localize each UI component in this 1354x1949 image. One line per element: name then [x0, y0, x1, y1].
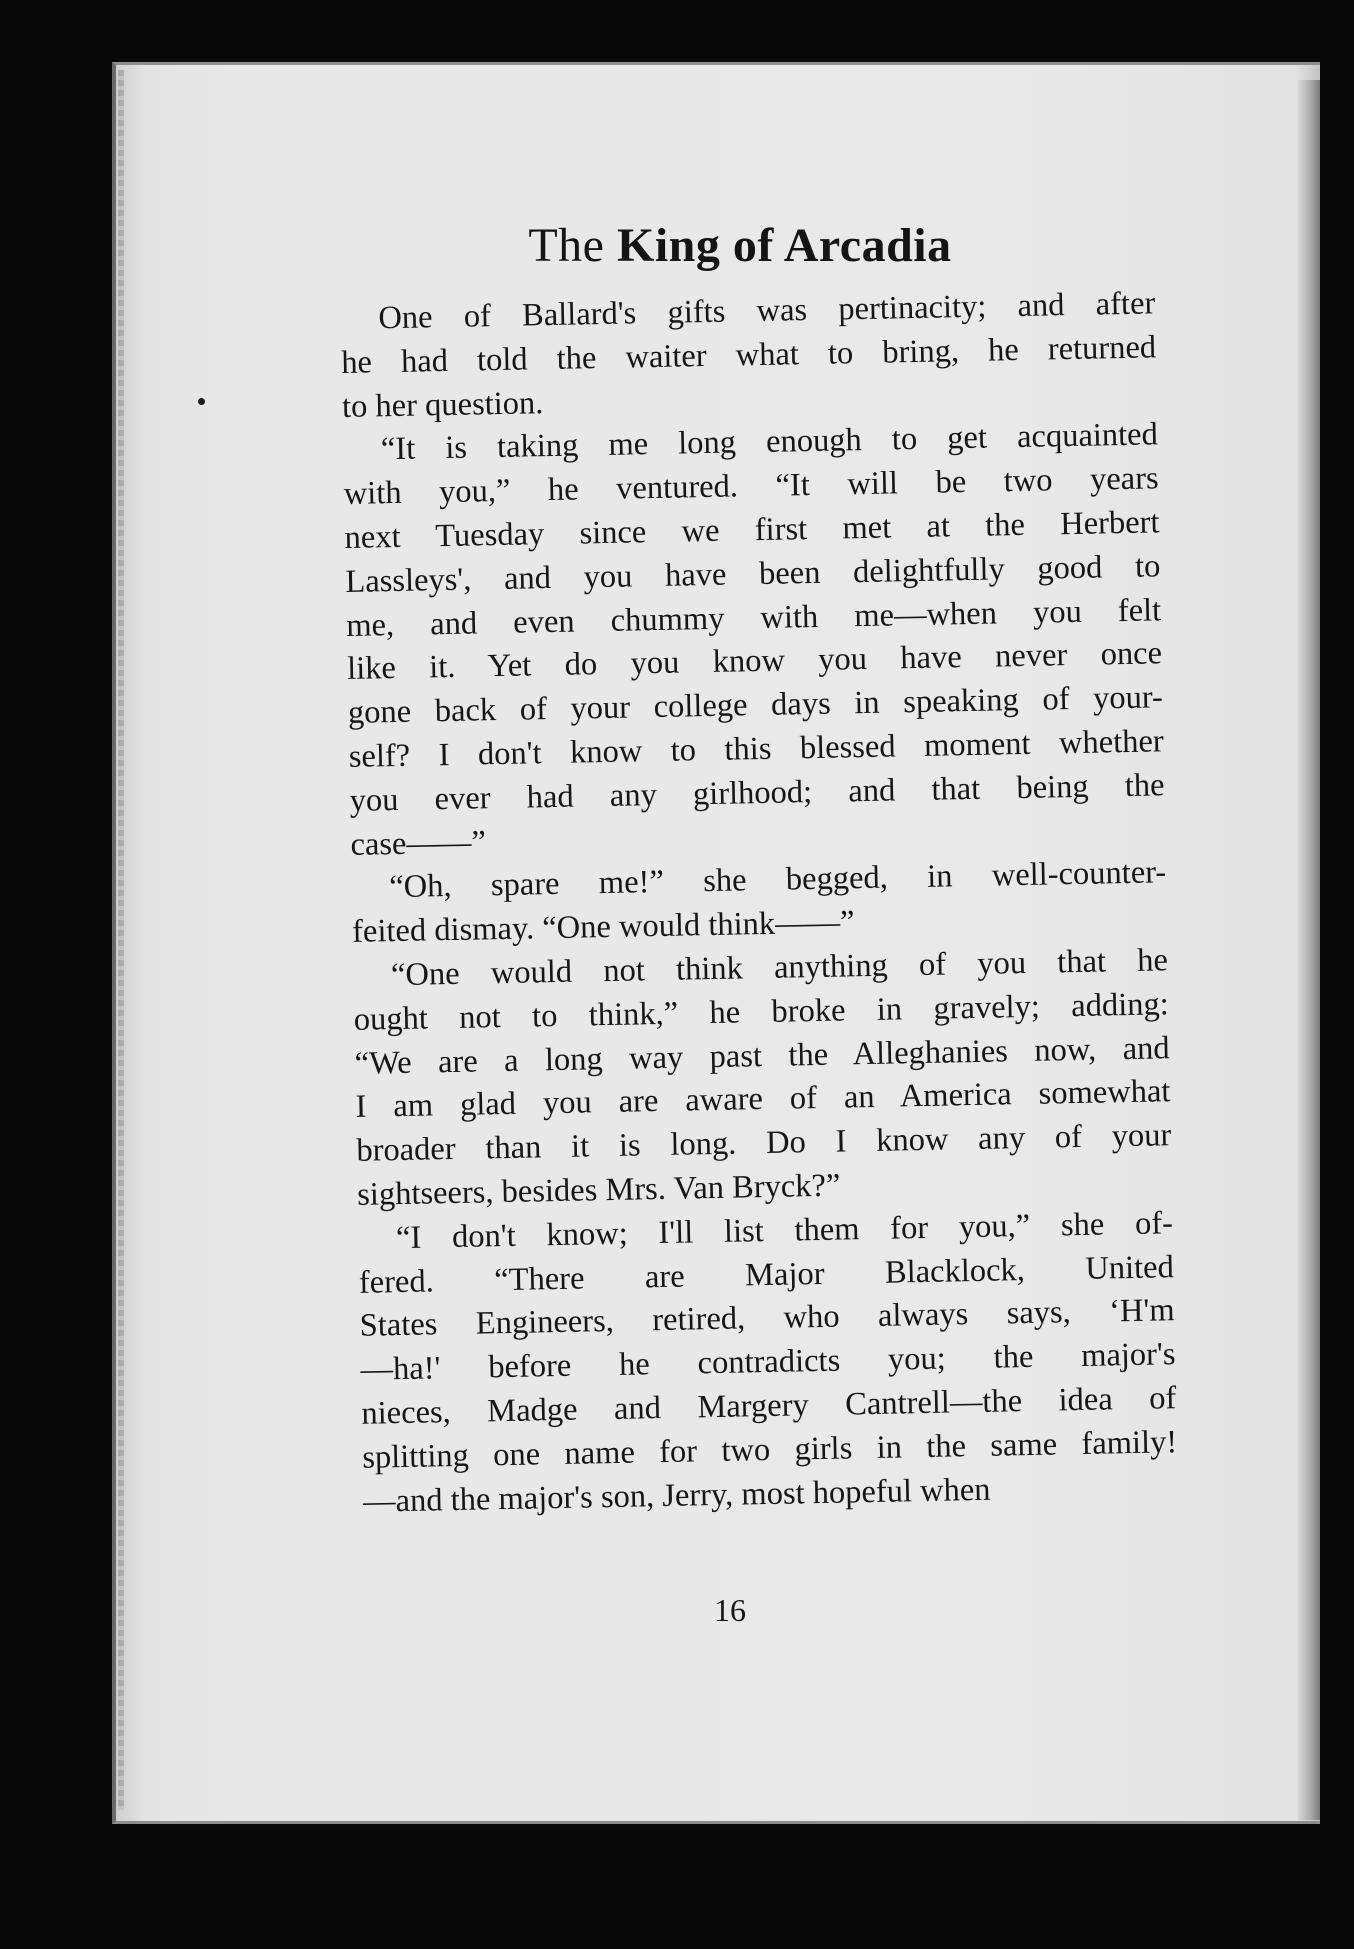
page-fore-edge — [1298, 80, 1320, 1820]
text-line: ought not to think,” he broke in gravely; adding: — [353, 985, 1170, 1038]
text-line: gone back of your college days in speaking of your- — [347, 679, 1164, 732]
text-line: sightseers, besides Mrs. Van Bryck?” — [356, 1167, 841, 1213]
text-line: “I don't know; I'll list them for you,” she of- — [395, 1204, 1174, 1256]
ink-speck — [198, 398, 205, 405]
paragraph — [343, 414, 1166, 868]
text-line: “Oh, spare me!” she begged, in well-counter- — [388, 854, 1167, 906]
text-line: you ever had any girlhood; and that being the — [349, 767, 1165, 819]
text-line: with you,” he ventured. “It will be two years — [343, 460, 1159, 513]
paragraph — [340, 282, 1157, 429]
text-line: feited dismay. “One would think——” — [351, 904, 855, 951]
text-line: case——” — [350, 823, 487, 863]
text-line: fered. “There are Major Blacklock, United — [358, 1248, 1175, 1301]
text-line: “One would not think anything of you that he — [390, 942, 1169, 994]
text-line: Lassleys', and you have been delightfully good to — [345, 548, 1161, 600]
running-head-article: The — [528, 219, 605, 272]
page-gutter-edge — [118, 70, 124, 1810]
text-line: States Engineers, retired, who always says, ‘H'm — [359, 1292, 1175, 1345]
text-line: he had told the waiter what to bring, he returned — [340, 329, 1157, 381]
text-line: broader than it is long. Do I know any of your — [356, 1117, 1172, 1169]
text-line: One of Ballard's gifts was pertinacity; and after — [378, 285, 1156, 337]
page-number: 16 — [714, 1592, 746, 1628]
text-line: —ha!' before he contradicts you; the major's — [360, 1336, 1176, 1388]
paragraph — [351, 852, 1168, 955]
running-head — [340, 218, 1140, 273]
paragraph — [358, 1202, 1179, 1524]
text-line: nieces, Madge and Margery Cantrell—the idea of — [361, 1380, 1177, 1432]
text-line: me, and even chummy with me—when you felt — [345, 591, 1162, 644]
paragraph — [353, 939, 1173, 1217]
text-line: self? I don't know to this blessed moment whether — [348, 723, 1165, 775]
text-line: next Tuesday since we first met at the Herbert — [344, 504, 1160, 556]
text-line: splitting one name for two girls in the same family! — [361, 1423, 1178, 1476]
text-line: —and the major's son, Jerry, most hopeful when — [362, 1471, 991, 1520]
body-text — [340, 282, 1178, 1524]
text-line: like it. Yet do you know you have never once — [346, 635, 1163, 688]
text-line: “It is taking me long enough to get acquainted — [380, 416, 1159, 468]
text-line: “We are a long way past the Alleghanies now, and — [354, 1029, 1170, 1082]
running-head-title: King of Arcadia — [616, 219, 952, 272]
text-line: I am glad you are aware of an America somewhat — [355, 1073, 1171, 1126]
text-line: to her question. — [341, 384, 544, 425]
